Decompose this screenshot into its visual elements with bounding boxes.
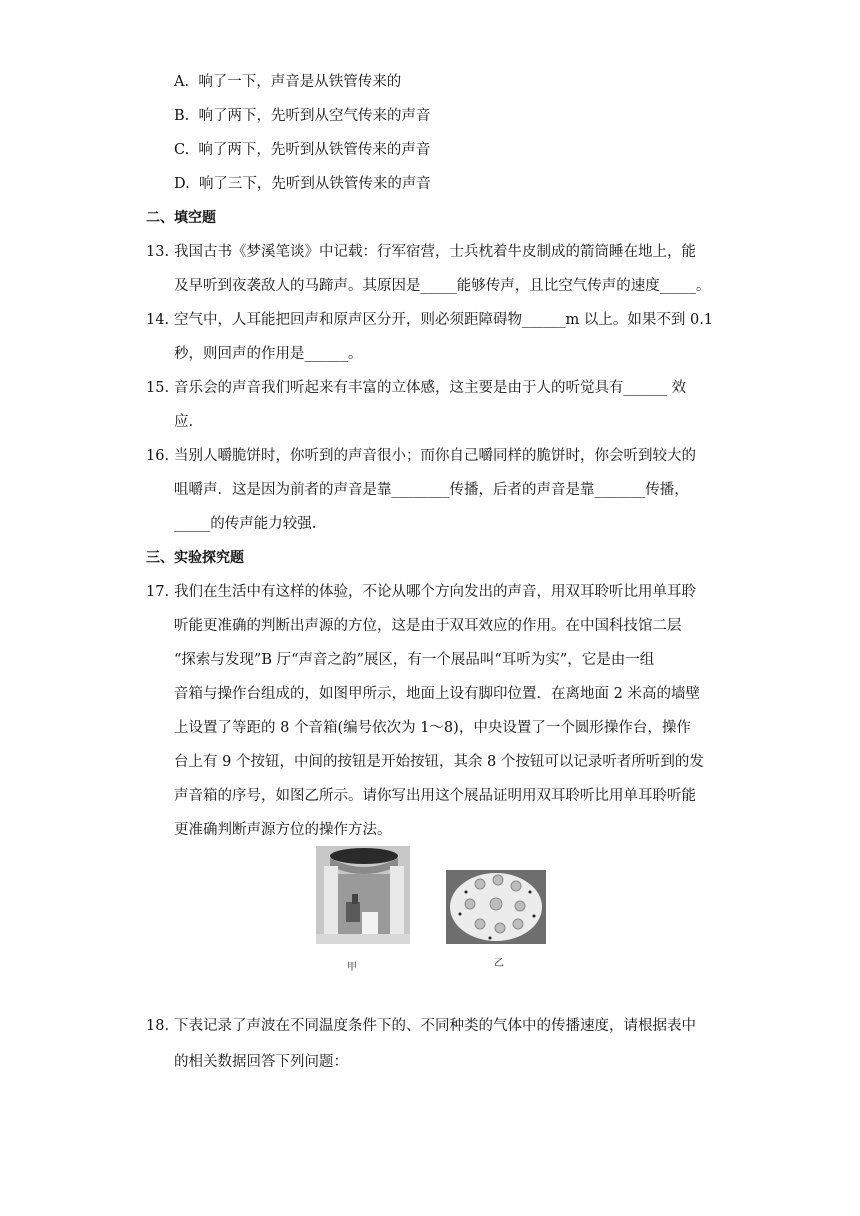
section-fill-in: 二、填空题 — [146, 210, 216, 226]
option-d: D. 响了三下，先听到从铁管传来的声音 — [174, 176, 431, 192]
question-14-line: 空气中，人耳能把回声和原声区分开，则必须距障碍物______m 以上。如果不到 0.1 — [174, 312, 714, 328]
question-16-line: 咀嚼声．这是因为前者的声音是靠________传播，后者的声音是靠_______传播， — [174, 482, 689, 498]
section-experiment: 三、实验探究题 — [146, 550, 244, 566]
question-17-line: 台上有 9 个按钮，中间的按钮是开始按钮，其余 8 个按钮可以记录听者所听到的发 — [174, 754, 704, 770]
question-17-line: “探索与发现”B 厅“声音之韵”展区，有一个展品叫“耳听为实”，它是由一组 — [174, 652, 655, 668]
question-18-number: 18. — [146, 1018, 170, 1034]
question-17-line: 更准确判断声源方位的操作方法。 — [174, 822, 392, 838]
figure-jia-exhibit-photo — [316, 846, 410, 944]
question-15-line: 应. — [174, 414, 194, 430]
question-13-line: 我国古书《梦溪笔谈》中记载：行军宿营，士兵枕着牛皮制成的箭筒睡在地上，能 — [174, 244, 696, 260]
question-13-line: 及早听到夜袭敌人的马蹄声。其原因是_____能够传声，且比空气传声的速度_____。 — [174, 278, 711, 294]
option-b: B. 响了两下，先听到从空气传来的声音 — [174, 108, 431, 124]
question-17-line: 听能更准确的判断出声源的方位，这是由于双耳效应的作用。在中国科技馆二层 — [174, 618, 682, 634]
question-17-line: 我们在生活中有这样的体验，不论从哪个方向发出的声音，用双耳聆听比用单耳聆 — [174, 584, 696, 600]
question-15-number: 15. — [146, 380, 170, 396]
question-16-number: 16. — [146, 448, 170, 464]
option-a: A. 响了一下，声音是从铁管传来的 — [174, 74, 402, 90]
figure-jia-caption: 甲 — [347, 962, 357, 973]
question-17-line: 上设置了等距的 8 个音箱(编号依次为 1～8)，中央设置了一个圆形操作台，操作 — [174, 720, 691, 736]
figure-yi-control-panel-photo — [446, 870, 546, 944]
question-15-line: 音乐会的声音我们听起来有丰富的立体感，这主要是由于人的听觉具有______ 效 — [174, 380, 687, 396]
question-16-line: 当别人嚼脆饼时，你听到的声音很小；而你自己嚼同样的脆饼时，你会听到较大的 — [174, 448, 696, 464]
question-14-line: 秒，则回声的作用是______。 — [174, 346, 363, 362]
figure-yi-caption: 乙 — [494, 958, 504, 969]
question-17-number: 17. — [146, 584, 170, 600]
question-14-number: 14. — [146, 312, 170, 328]
option-c: C. 响了两下，先听到从铁管传来的声音 — [174, 142, 431, 158]
question-17-line: 声音箱的序号，如图乙所示。请你写出用这个展品证明用双耳聆听比用单耳聆听能 — [174, 788, 696, 804]
question-17-line: 音箱与操作台组成的，如图甲所示，地面上设有脚印位置．在离地面 2 米高的墙壁 — [174, 686, 700, 702]
question-13-number: 13. — [146, 244, 170, 260]
question-16-line: _____的传声能力较强. — [174, 516, 317, 532]
question-18-line: 下表记录了声波在不同温度条件下的、不同种类的气体中的传播速度，请根据表中 — [174, 1018, 696, 1034]
question-18-line: 的相关数据回答下列问题： — [174, 1054, 348, 1070]
